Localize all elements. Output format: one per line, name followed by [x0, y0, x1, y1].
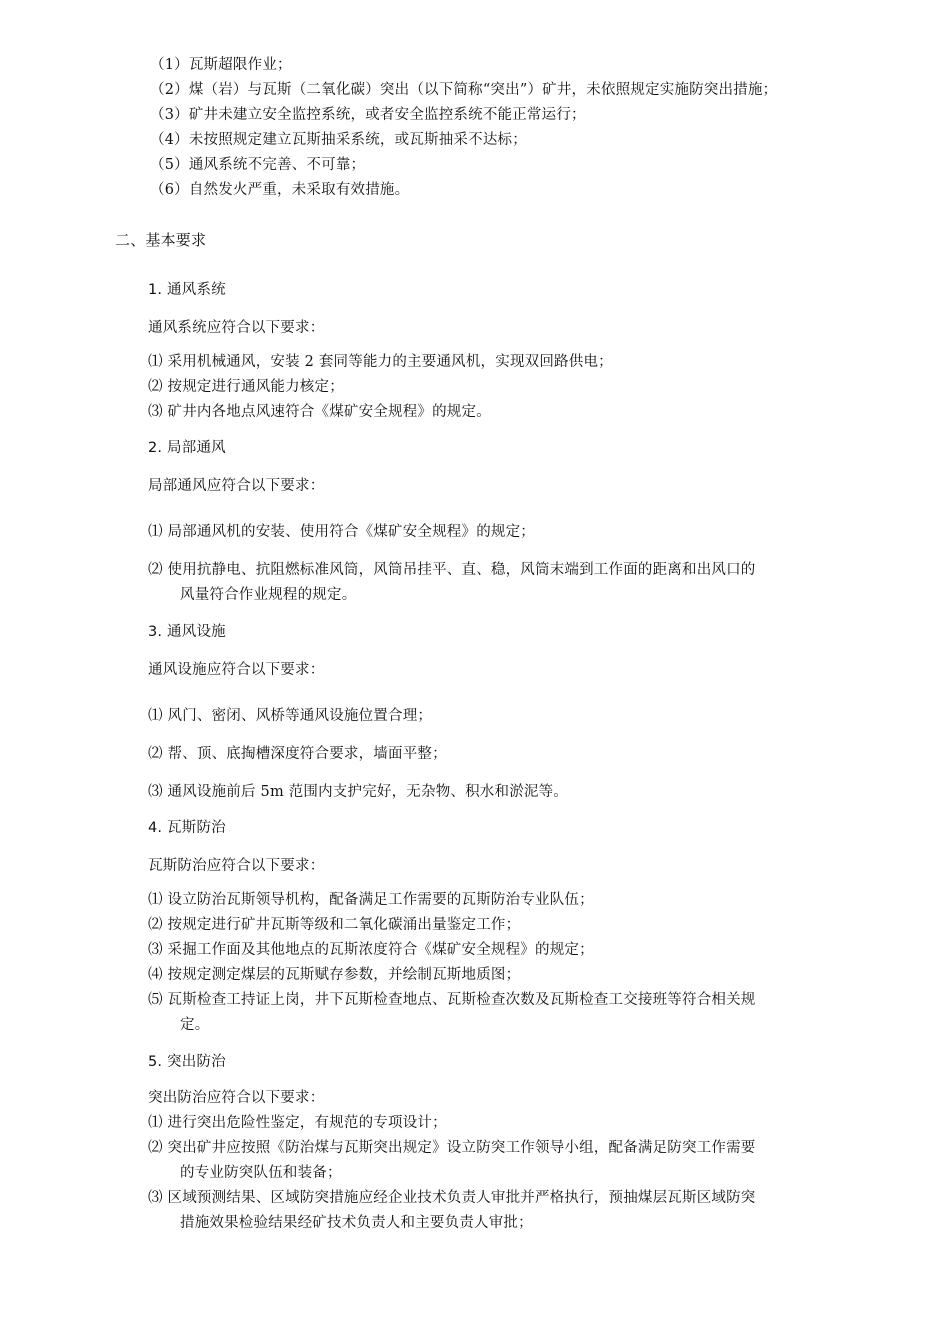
list-item: ⑸ 瓦斯检查工持证上岗，井下瓦斯检查地点、瓦斯检查次数及瓦斯检查工交接班等符合相关规 — [148, 992, 756, 1008]
list-item: ⑴ 设立防治瓦斯领导机构，配备满足工作需要的瓦斯防治专业队伍； — [148, 892, 594, 908]
list-item: （3）矿井未建立安全监控系统，或者安全监控系统不能正常运行； — [150, 107, 586, 123]
list-item: ⑴ 局部通风机的安装、使用符合《煤矿安全规程》的规定； — [148, 524, 536, 540]
list-item: （6）自然发火严重，未采取有效措施。 — [150, 182, 410, 198]
section-heading: 二、基本要求 — [115, 231, 207, 249]
paragraph: 瓦斯防治应符合以下要求： — [148, 858, 325, 874]
paragraph: 通风系统应符合以下要求： — [148, 320, 325, 336]
paragraph: 通风设施应符合以下要求： — [148, 662, 325, 678]
list-item: ⑴ 进行突出危险性鉴定，有规范的专项设计； — [148, 1115, 447, 1131]
subsection-title: 4. 瓦斯防治 — [148, 820, 226, 836]
subsection-title: 5. 突出防治 — [148, 1054, 226, 1070]
list-item: ⑶ 矿井内各地点风速符合《煤矿安全规程》的规定。 — [148, 404, 491, 420]
list-item: （4）未按照规定建立瓦斯抽采系统，或瓦斯抽采不达标； — [150, 132, 527, 148]
list-item: ⑷ 按规定测定煤层的瓦斯赋存参数，并绘制瓦斯地质图； — [148, 967, 521, 983]
list-item: （1）瓦斯超限作业； — [150, 57, 292, 73]
list-item: （2）煤（岩）与瓦斯（二氧化碳）突出（以下简称“突出”）矿井，未依照规定实施防突出措施； — [150, 82, 778, 98]
paragraph: 局部通风应符合以下要求： — [148, 478, 325, 494]
list-item: ⑵ 帮、顶、底掏槽深度符合要求，墙面平整； — [148, 746, 447, 762]
list-item: ⑵ 按规定进行矿井瓦斯等级和二氧化碳涌出量鉴定工作； — [148, 917, 521, 933]
list-item: ⑴ 风门、密闭、风桥等通风设施位置合理； — [148, 708, 433, 724]
list-item: （5）通风系统不完善、不可靠； — [150, 157, 366, 173]
list-item: ⑴ 采用机械通风，安装 2 套同等能力的主要通风机，实现双回路供电； — [148, 354, 613, 370]
subsection-title: 3. 通风设施 — [148, 624, 226, 640]
list-item: ⑵ 按规定进行通风能力核定； — [148, 379, 344, 395]
list-item-continuation: 风量符合作业规程的规定。 — [180, 587, 357, 603]
list-item-continuation: 定。 — [180, 1017, 210, 1033]
list-item: ⑶ 通风设施前后 5m 范围内支护完好，无杂物、积水和淤泥等。 — [148, 784, 568, 800]
subsection-title: 1. 通风系统 — [148, 282, 226, 298]
list-item: ⑵ 突出矿井应按照《防治煤与瓦斯突出规定》设立防突工作领导小组，配备满足防突工作需要 — [148, 1140, 756, 1156]
list-item-continuation: 措施效果检验结果经矿技术负责人和主要负责人审批； — [180, 1215, 533, 1231]
list-item: ⑶ 采掘工作面及其他地点的瓦斯浓度符合《煤矿安全规程》的规定； — [148, 942, 594, 958]
paragraph: 突出防治应符合以下要求： — [148, 1090, 325, 1106]
list-item: ⑶ 区域预测结果、区域防突措施应经企业技术负责人审批并严格执行，预抽煤层瓦斯区域防突 — [148, 1190, 756, 1206]
list-item: ⑵ 使用抗静电、抗阻燃标准风筒，风筒吊挂平、直、稳，风筒末端到工作面的距离和出风口的 — [148, 562, 756, 578]
list-item-continuation: 的专业防突队伍和装备； — [180, 1165, 342, 1181]
subsection-title: 2. 局部通风 — [148, 440, 226, 456]
